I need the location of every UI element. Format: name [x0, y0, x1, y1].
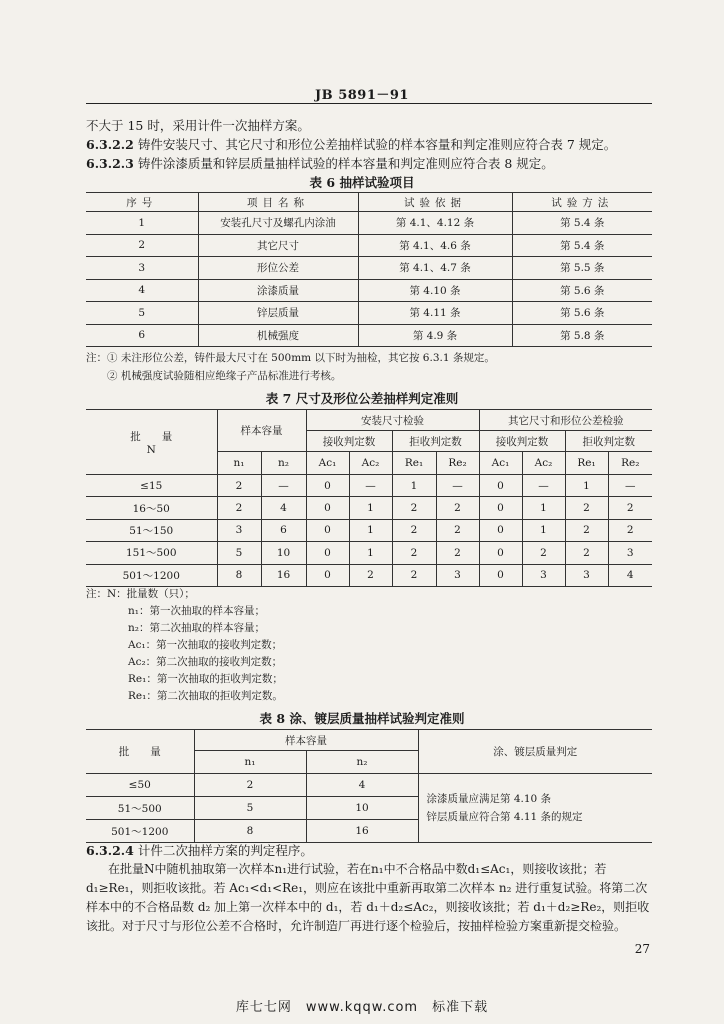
batch-label: 批 量 — [130, 430, 173, 443]
column-header: Ac₁ — [306, 452, 349, 475]
table-cell: 涂漆质量 — [198, 279, 358, 302]
table-cell: 10 — [306, 797, 418, 820]
table-cell: 4 — [261, 497, 306, 519]
column-header: 项目名称 — [198, 193, 358, 212]
column-header: n₂ — [306, 751, 418, 774]
standard-number-header: JB 5891－91 — [315, 88, 409, 103]
table-cell: 0 — [479, 475, 522, 497]
table-cell: 第 4.10 条 — [358, 279, 512, 302]
table-cell: 第 5.5 条 — [512, 257, 652, 280]
body-line: 该批。对于尺寸与形位公差不合格时，允许制造厂再进行逐个检验后，按抽样检验方案重新提交检验。 — [86, 919, 627, 933]
header-rule — [86, 103, 652, 104]
table-cell: ≤15 — [86, 475, 217, 497]
table-cell: 5 — [194, 797, 306, 820]
table-cell: 2 — [436, 519, 479, 541]
section-number: 6.3.2.2 — [86, 137, 134, 152]
body-line: d₁≥Re₁，则拒收该批。若 Ac₁<d₁<Re₁，则应在该批中重新再取第二次样本 n₂ 进行重复试验。将第二次 — [86, 881, 648, 895]
table-cell: 0 — [306, 564, 349, 586]
table-cell: — — [522, 475, 565, 497]
table-cell: 其它尺寸 — [198, 234, 358, 257]
judgement-line: 涂漆质量应满足第 4.10 条 — [426, 793, 552, 805]
table-cell: ≤50 — [86, 774, 194, 797]
table-cell: 第 5.4 条 — [512, 234, 652, 257]
table-row — [86, 475, 652, 497]
column-header: Ac₂ — [349, 452, 392, 475]
batch-header: 批 量 — [86, 730, 194, 774]
column-header: n₂ — [261, 452, 306, 475]
table-cell: 0 — [306, 542, 349, 564]
reject-number-header: 拒收判定数 — [392, 431, 479, 452]
reject-number-header: 拒收判定数 — [565, 431, 652, 452]
table-cell: 2 — [565, 542, 608, 564]
table-row — [86, 774, 652, 797]
table-cell: 1 — [349, 519, 392, 541]
table-cell: 第 5.4 条 — [512, 212, 652, 235]
table-cell: — — [349, 475, 392, 497]
table-8-caption: 表 8 涂、镀层质量抽样试验判定准则 — [259, 711, 465, 726]
table-7-dimension-tolerance-criteria — [86, 409, 652, 587]
table-6-note-2: ② 机械强度试验随相应绝缘子产品标准进行考核。 — [107, 370, 342, 382]
table-cell: 锌层质量 — [198, 302, 358, 325]
table-cell: 2 — [194, 774, 306, 797]
table-cell: 8 — [194, 820, 306, 843]
table-cell: 2 — [86, 234, 198, 257]
table-cell: 2 — [392, 497, 436, 519]
judgement-line: 锌层质量应符合第 4.11 条的规定 — [426, 811, 583, 823]
table-cell: 0 — [306, 519, 349, 541]
table-cell: 3 — [608, 542, 652, 564]
table-header-row — [86, 730, 652, 751]
table-cell: 3 — [436, 564, 479, 586]
table-6-caption: 表 6 抽样试验项目 — [309, 175, 415, 190]
table-cell: 0 — [479, 564, 522, 586]
table-cell: 501～1200 — [86, 820, 194, 843]
table-cell: 2 — [392, 564, 436, 586]
table-row — [86, 542, 652, 564]
table-8-coating-criteria — [86, 729, 652, 843]
table-cell: 3 — [86, 257, 198, 280]
table-cell: 3 — [522, 564, 565, 586]
table-7-note-6: Re₁：第一次抽取的拒收判定数； — [128, 673, 283, 685]
table-7-caption: 表 7 尺寸及形位公差抽样判定准则 — [265, 391, 459, 406]
column-header: n₁ — [217, 452, 261, 475]
table-cell: 第 4.1、4.12 条 — [358, 212, 512, 235]
table-row — [86, 257, 652, 280]
table-cell: 2 — [349, 564, 392, 586]
table-cell: — — [436, 475, 479, 497]
paragraph-continuation: 不大于 15 时，采用计件一次抽样方案。 — [86, 118, 310, 133]
table-cell: 第 5.6 条 — [512, 302, 652, 325]
table-cell: 2 — [217, 497, 261, 519]
column-header: Re₂ — [608, 452, 652, 475]
table-row — [86, 564, 652, 586]
table-cell: 1 — [392, 475, 436, 497]
table-cell: 4 — [608, 564, 652, 586]
table-cell: 形位公差 — [198, 257, 358, 280]
table-row — [86, 302, 652, 325]
other-dimension-header: 其它尺寸和形位公差检验 — [479, 410, 652, 431]
paragraph-6-3-2-3 — [86, 154, 554, 173]
accept-number-header: 接收判定数 — [479, 431, 565, 452]
paragraph-text: 铸件涂漆质量和锌层质量抽样试验的样本容量和判定准则应符合表 8 规定。 — [137, 156, 554, 171]
table-cell: 安装孔尺寸及螺孔内涂油 — [198, 212, 358, 235]
body-line: 在批量N中随机抽取第一次样本n₁进行试验，若在n₁中不合格品中数d₁≤Ac₁，则接收该批；若 — [108, 862, 607, 876]
sample-size-header: 样本容量 — [194, 730, 418, 751]
table-cell: 2 — [565, 519, 608, 541]
table-cell: 1 — [349, 542, 392, 564]
section-number: 6.3.2.4 — [86, 843, 134, 858]
table-cell: 0 — [479, 542, 522, 564]
table-cell: 16 — [261, 564, 306, 586]
section-6-3-2-4-title — [86, 841, 313, 860]
table-cell: 501～1200 — [86, 564, 217, 586]
table-cell: 10 — [261, 542, 306, 564]
accept-number-header: 接收判定数 — [306, 431, 392, 452]
table-cell: 51～150 — [86, 519, 217, 541]
table-7-note-1: 注：N：批量数（只）； — [86, 588, 195, 600]
table-header-row — [86, 193, 652, 212]
table-cell: 机械强度 — [198, 324, 358, 347]
table-cell: 2 — [608, 497, 652, 519]
table-row — [86, 497, 652, 519]
table-cell: 2 — [392, 519, 436, 541]
table-row — [86, 324, 652, 347]
table-cell: 2 — [392, 542, 436, 564]
table-cell: 6 — [86, 324, 198, 347]
table-cell: 151～500 — [86, 542, 217, 564]
table-cell: 第 5.8 条 — [512, 324, 652, 347]
table-cell: 16 — [306, 820, 418, 843]
column-header: Ac₂ — [522, 452, 565, 475]
table-cell: 2 — [522, 542, 565, 564]
table-7-note-2: n₁：第一次抽取的样本容量； — [128, 605, 265, 617]
table-cell: 2 — [565, 497, 608, 519]
table-cell: 4 — [86, 279, 198, 302]
table-cell: 0 — [479, 519, 522, 541]
table-cell: 3 — [217, 519, 261, 541]
table-cell: 第 4.9 条 — [358, 324, 512, 347]
table-7-note-4: Ac₁：第一次抽取的接收判定数； — [128, 639, 283, 651]
coating-judgement-cell — [418, 774, 652, 843]
install-dimension-header: 安装尺寸检验 — [306, 410, 479, 431]
table-cell: 3 — [565, 564, 608, 586]
table-cell: 1 — [565, 475, 608, 497]
batch-header — [86, 410, 217, 475]
table-cell: 0 — [306, 475, 349, 497]
column-header: 试验依据 — [358, 193, 512, 212]
table-cell: 0 — [306, 497, 349, 519]
table-cell: — — [608, 475, 652, 497]
table-cell: 第 4.1、4.7 条 — [358, 257, 512, 280]
table-row — [86, 212, 652, 235]
table-cell: 6 — [261, 519, 306, 541]
column-header: n₁ — [194, 751, 306, 774]
table-row — [86, 234, 652, 257]
table-7-note-3: n₂：第二次抽取的样本容量； — [128, 622, 265, 634]
column-header: Re₂ — [436, 452, 479, 475]
column-header: Ac₁ — [479, 452, 522, 475]
table-cell: 第 4.11 条 — [358, 302, 512, 325]
table-header-row — [86, 410, 652, 431]
table-cell: 51～500 — [86, 797, 194, 820]
table-cell: 2 — [436, 542, 479, 564]
paragraph-6-3-2-2 — [86, 135, 616, 154]
table-cell: 第 4.1、4.6 条 — [358, 234, 512, 257]
table-cell: 1 — [86, 212, 198, 235]
table-7-note-7: Re₁：第二次抽取的拒收判定数。 — [128, 690, 283, 702]
table-6-sampling-items — [86, 192, 652, 347]
page-number: 27 — [634, 942, 650, 956]
table-cell: 4 — [306, 774, 418, 797]
table-cell: 0 — [479, 497, 522, 519]
table-cell: 1 — [522, 519, 565, 541]
table-cell: 第 5.6 条 — [512, 279, 652, 302]
column-header: Re₁ — [392, 452, 436, 475]
table-cell: 2 — [217, 475, 261, 497]
column-header: 试验方法 — [512, 193, 652, 212]
table-cell: 2 — [608, 519, 652, 541]
coating-judgement-header: 涂、镀层质量判定 — [418, 730, 652, 774]
paragraph-text: 铸件安装尺寸、其它尺寸和形位公差抽样试验的样本容量和判定准则应符合表 7 规定。 — [137, 137, 617, 152]
body-line: 样本中的不合格品数 d₂ 加上第一次样本中的 d₁，若 d₁＋d₂≤Ac₂，则接收该批；若 d₁＋d₂≥Re₂，则拒收 — [86, 900, 650, 914]
table-cell: 16～50 — [86, 497, 217, 519]
sample-size-header: 样本容量 — [217, 410, 306, 452]
table-7-note-5: Ac₂：第二次抽取的接收判定数； — [128, 656, 283, 668]
table-row — [86, 519, 652, 541]
table-cell: 5 — [217, 542, 261, 564]
batch-symbol: N — [146, 443, 156, 456]
table-cell: 1 — [522, 497, 565, 519]
watermark-footer: 库七七网 www.kqqw.com 标准下载 — [235, 1000, 489, 1015]
table-cell: 8 — [217, 564, 261, 586]
column-header: 序号 — [86, 193, 198, 212]
section-number: 6.3.2.3 — [86, 156, 134, 171]
section-title: 计件二次抽样方案的判定程序。 — [137, 843, 313, 858]
table-cell: 1 — [349, 497, 392, 519]
table-cell: 2 — [436, 497, 479, 519]
table-row — [86, 279, 652, 302]
table-cell: 5 — [86, 302, 198, 325]
table-cell: — — [261, 475, 306, 497]
column-header: Re₁ — [565, 452, 608, 475]
table-6-note-1: 注：① 未注形位公差，铸件最大尺寸在 500mm 以下时为抽检，其它按 6.3.1 条规定。 — [86, 352, 495, 364]
